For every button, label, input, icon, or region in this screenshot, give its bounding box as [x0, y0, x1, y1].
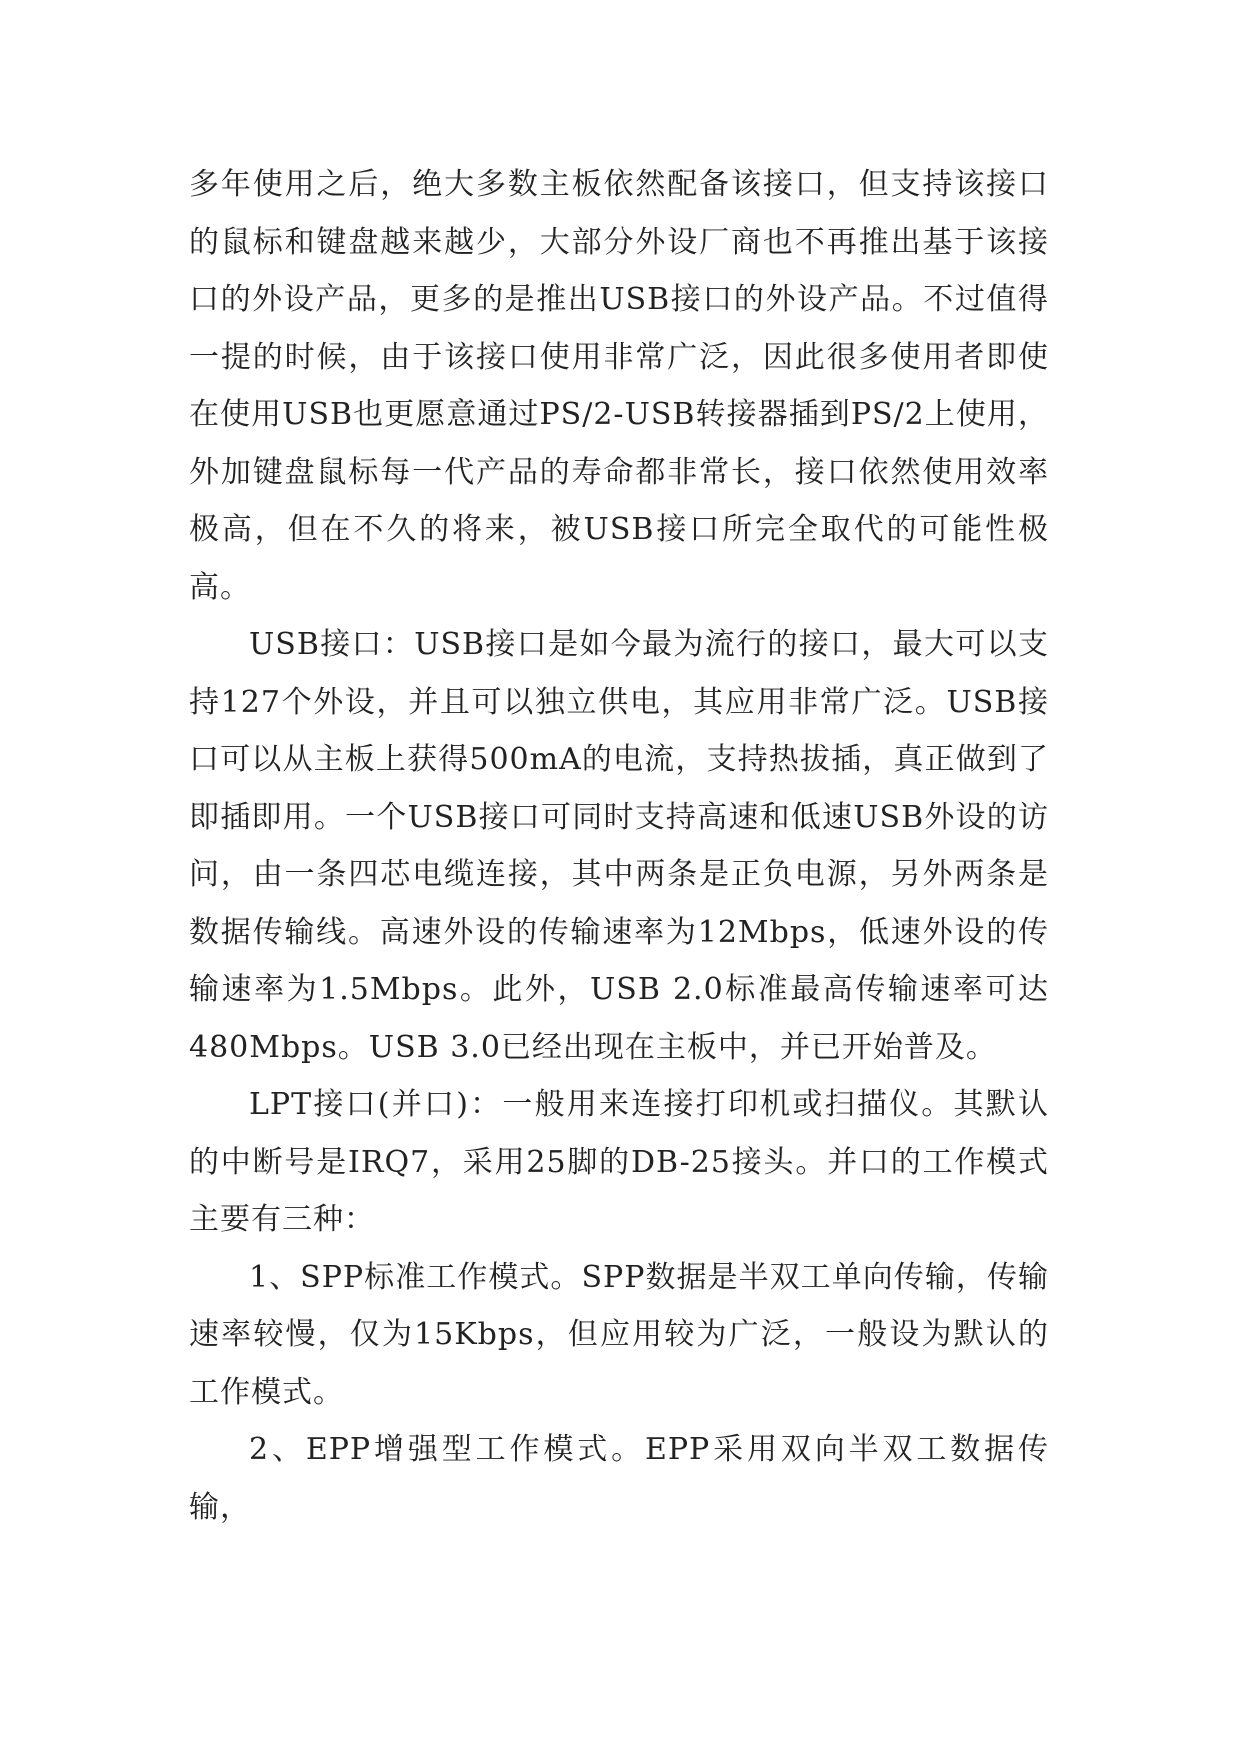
paragraph-epp-mode: 2、EPP增强型工作模式。EPP采用双向半双工数据传输， — [189, 1432, 1049, 1525]
paragraph-lpt-interface: LPT接口(并口)：一般用来连接打印机或扫描仪。其默认的中断号是IRQ7，采用25脚的DB-25接头。并口的工作模式主要有三种： — [189, 1087, 1049, 1237]
paragraph-ps2-interface-continued: 多年使用之后，绝大多数主板依然配备该接口，但支持该接口的鼠标和键盘越来越少，大部分外设厂商也不再推出基于该接口的外设产品，更多的是推出USB接口的外设产品。不过值得一提的时候，由于该接口使用非常广泛，因此很多使用者即使在使用USB也更愿意通过PS/2-USB转接器插到PS/2上使用，外加键盘鼠标每一代产品的寿命都非常长，接口依然使用效率极高，但在不久的将来，被USB接口所完全取代的可能性极高。 — [189, 167, 1049, 605]
paragraph-spp-mode: 1、SPP标准工作模式。SPP数据是半双工单向传输，传输速率较慢，仅为15Kbps，但应用较为广泛，一般设为默认的工作模式。 — [189, 1259, 1049, 1410]
document-body — [189, 156, 1049, 1536]
paragraph-usb-interface: USB接口：USB接口是如今最为流行的接口，最大可以支持127个外设，并且可以独立供电，其应用非常广泛。USB接口可以从主板上获得500mA的电流，支持热拔插，真正做到了即插即用。一个USB接口可同时支持高速和低速USB外设的访问，由一条四芯电缆连接，其中两条是正负电源，另外两条是数据传输线。高速外设的传输速率为12Mbps，低速外设的传输速率为1.5Mbps。此外，USB 2.0标准最高传输速率可达480Mbps。USB 3.0已经出现在主板中，并已开始普及。 — [189, 627, 1049, 1065]
